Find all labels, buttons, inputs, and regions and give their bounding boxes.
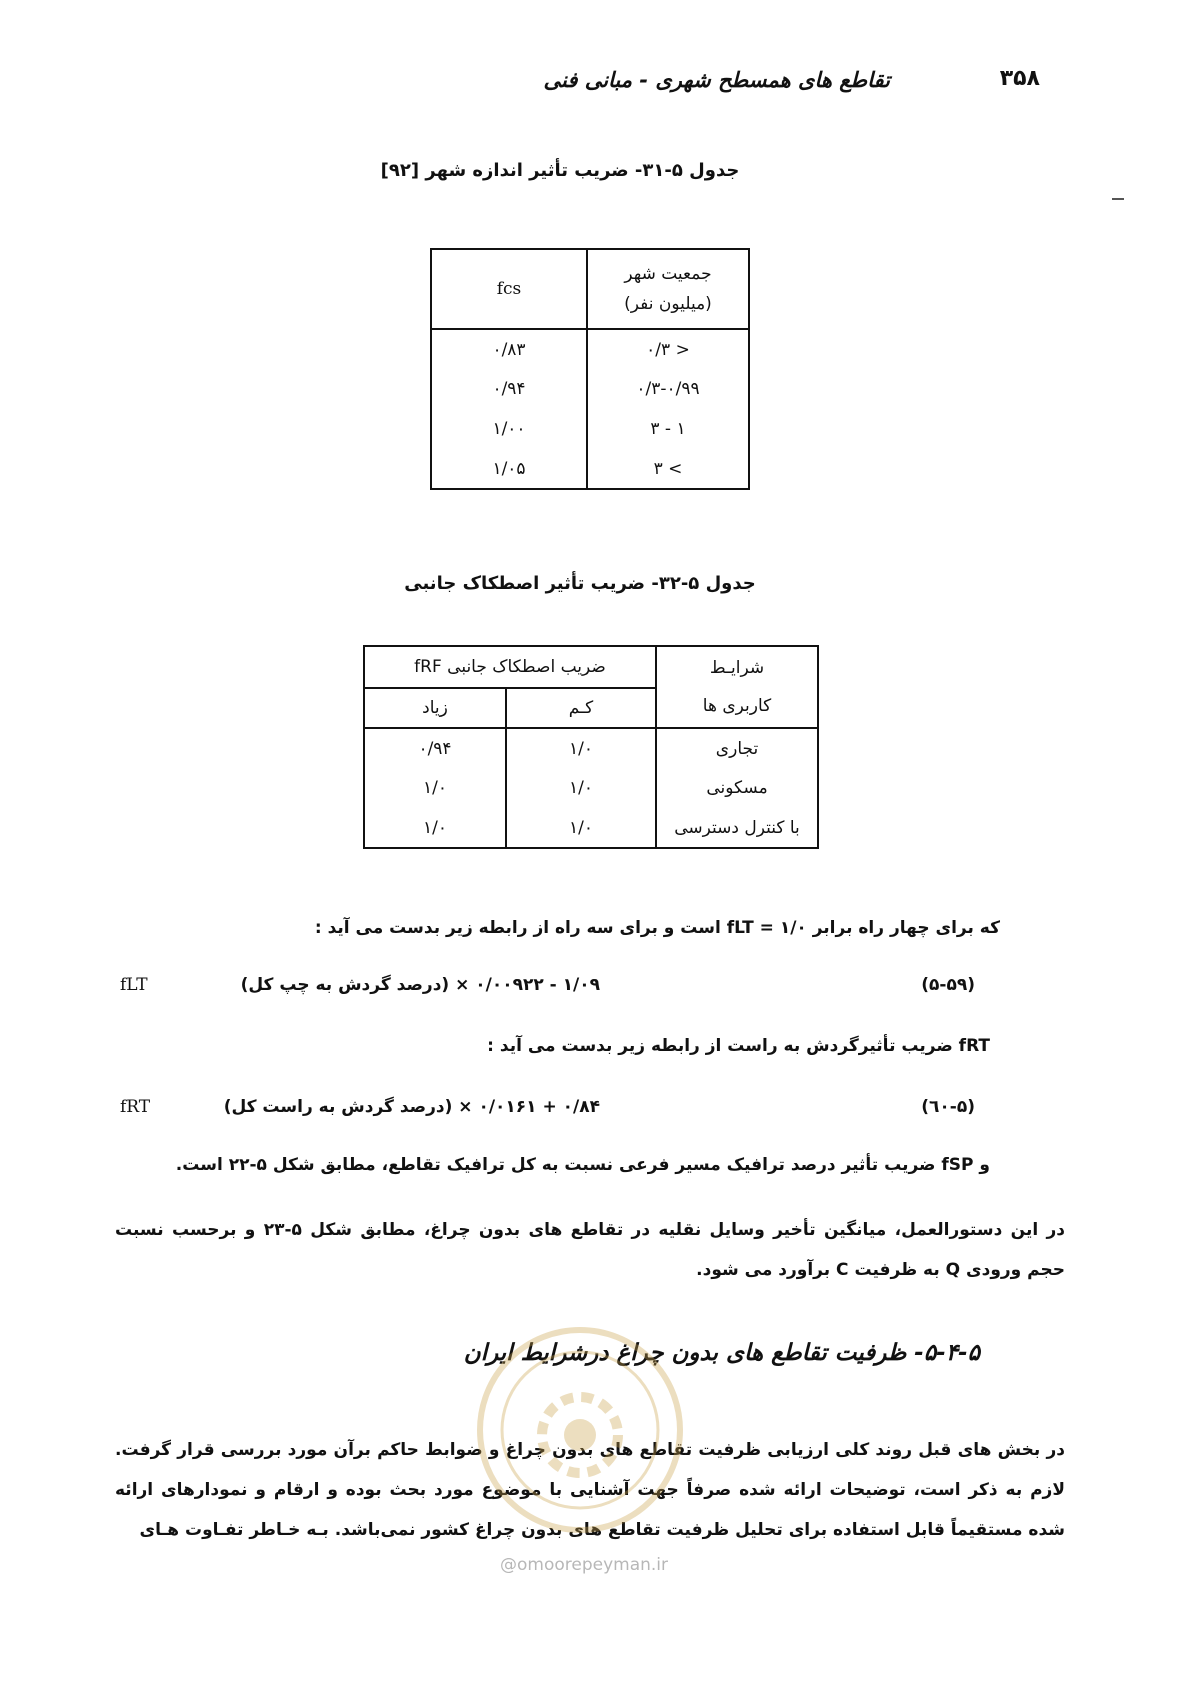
- eq60-number: (۵-٦۰): [921, 1097, 975, 1117]
- eq59-symbol: fLT: [120, 975, 148, 995]
- high-cell: ۱/۰: [364, 808, 506, 848]
- watermark-seal-icon: [470, 1320, 690, 1540]
- low-cell: ۱/۰: [506, 728, 656, 768]
- factor-cell: ۱/۰۰: [431, 409, 587, 449]
- fcs-header: fcs: [431, 249, 587, 329]
- eq60-expression: ۰/۸۴ + ۰/۰۱۶۱ × (درصد گردش به راست کل): [223, 1097, 600, 1117]
- watermark-text: @omoorepeyman.ir: [500, 1555, 669, 1575]
- factor-cell: ۱/۰۵: [431, 449, 587, 489]
- eq59-expression: ۱/۰۹ - ۰/۰۰۹۲۲ × (درصد گردش به چپ کل): [240, 975, 600, 995]
- low-cell: ۱/۰: [506, 808, 656, 848]
- factor-cell: ۰/۹۴: [431, 369, 587, 409]
- condition-cell: تجاری: [656, 728, 818, 768]
- table32-caption: جدول ۵-۳۲- ضریب تأثیر اصطکاک جانبی: [404, 573, 756, 594]
- factor-cell: ۰/۸۳: [431, 329, 587, 369]
- running-header-title: تقاطع های همسطح شهری - مبانی فنی: [543, 68, 890, 92]
- stray-mark: [1112, 198, 1124, 200]
- condition-cell: مسکونی: [656, 768, 818, 808]
- population-header: جمعیت شهر (میلیون نفر): [587, 249, 749, 329]
- section-heading: ۵-۴-۵- ظرفیت تقاطع های بدون چراغ درشرایط ایران: [463, 1340, 980, 1366]
- high-cell: ۱/۰: [364, 768, 506, 808]
- eq60-symbol: fRT: [120, 1097, 151, 1117]
- conditions-header: شرایـط کاربری ها: [656, 646, 818, 728]
- population-cell: < ۰/۳: [587, 329, 749, 369]
- friction-group-header: ضریب اصطکاک جانبی fRF: [364, 646, 656, 688]
- population-cell: > ۳: [587, 449, 749, 489]
- section-paragraph: در بخش های قبل روند کلی ارزیابی ظرفیت تقاطع های بدون چراغ و ضوابط حاکم برآن مورد بررسی قرار گرفت. لازم به ذکر است، توضیحات ارائه شده صرفاً جهت آشنایی با موضوع مورد بحث بوده و ارقام و نمودارهای ارائه شده مستقیماً قابل استفاده برای تحلیل ظرفیت تقاطع های بدون چراغ کشور نمی‌باشد. بـه خـاطر تفـاوت هـای: [115, 1440, 1065, 1540]
- population-cell: ۰/۳-۰/۹۹: [587, 369, 749, 409]
- high-cell: ۰/۹۴: [364, 728, 506, 768]
- low-cell: ۱/۰: [506, 768, 656, 808]
- high-header: زیاد: [364, 688, 506, 728]
- city-size-factor-table: [430, 248, 750, 490]
- fsp-line: و fSP ضریب تأثیر درصد ترافیک مسیر فرعی نسبت به کل ترافیک تقاطع، مطابق شکل ۵-۲۲ است.: [175, 1155, 990, 1175]
- frt-line: fRT ضریب تأثیرگردش به راست از رابطه زیر بدست می آید :: [487, 1036, 990, 1056]
- condition-cell: با کنترل دسترسی: [656, 808, 818, 848]
- delay-paragraph: در این دستورالعمل، میانگین تأخیر وسایل نقلیه در تقاطع های بدون چراغ، مطابق شکل ۵-۲۳ و برحسب نسبت حجم ورودی Q به ظرفیت C برآورد می شود.: [115, 1220, 1065, 1280]
- low-header: کـم: [506, 688, 656, 728]
- side-friction-table: [363, 645, 819, 849]
- population-cell: ۱ - ۳: [587, 409, 749, 449]
- page-number: ۳۵۸: [999, 66, 1040, 91]
- table31-caption: جدول ۵-۳۱- ضریب تأثیر اندازه شهر [۹۲]: [380, 160, 740, 181]
- intro-line: که برای چهار راه برابر fLT = ۱/۰ است و برای سه راه از رابطه زیر بدست می آید :: [314, 918, 1000, 938]
- eq59-number: (۵-۵۹): [921, 975, 975, 995]
